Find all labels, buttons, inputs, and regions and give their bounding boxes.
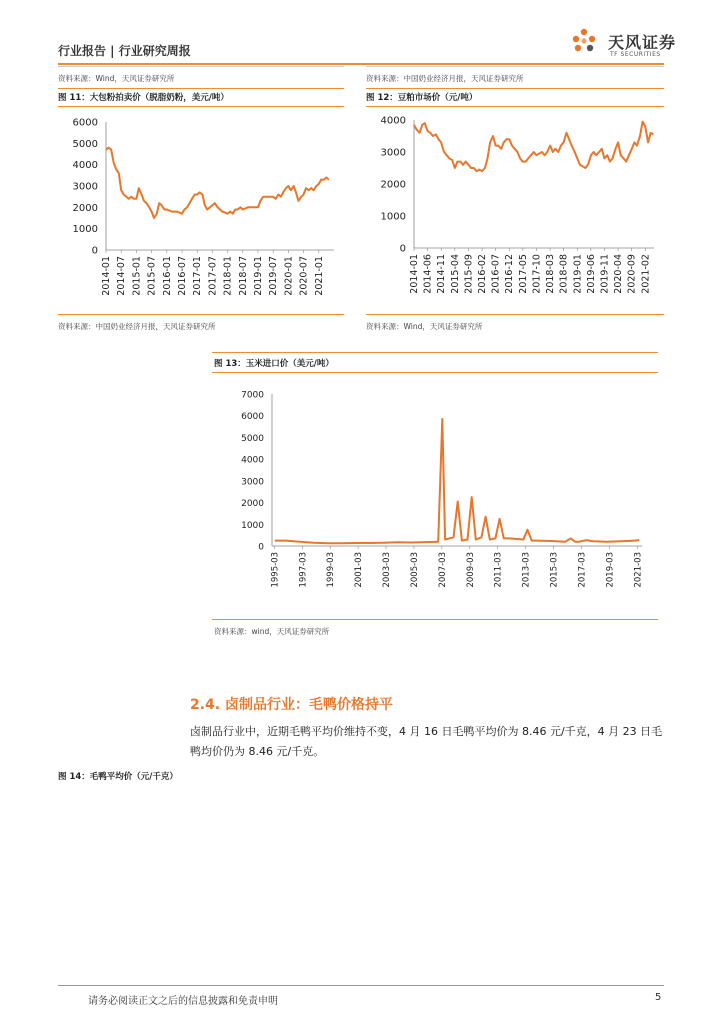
- chart-figure-13: [212, 382, 658, 602]
- divider: [366, 66, 664, 67]
- y-tick-label: 2000: [380, 179, 406, 191]
- x-tick-label: 2018-08: [558, 254, 570, 294]
- figure-top-rule: [366, 88, 664, 89]
- chart-figure-11: [58, 110, 344, 310]
- figure-title-rule: [58, 106, 344, 107]
- y-tick-label: 0: [258, 542, 264, 553]
- y-tick-label: 3000: [241, 477, 264, 488]
- figure-13-source: 资料来源：wind，天风证券研究所: [214, 627, 330, 636]
- y-tick-label: 7000: [241, 390, 264, 401]
- series-line: [414, 122, 653, 172]
- x-tick-label: 1997-03: [298, 552, 309, 588]
- footer-disclaimer: 请务必阅读正文之后的信息披露和免责申明: [88, 996, 278, 1007]
- x-tick-label: 2019-11: [599, 254, 611, 294]
- brand-name: 天风证券: [608, 33, 677, 52]
- x-tick-label: 2014-11: [436, 254, 448, 294]
- x-tick-label: 2020-04: [613, 254, 625, 294]
- y-tick-label: 6000: [72, 117, 98, 129]
- x-tick-label: 2014-01: [409, 254, 420, 294]
- y-tick-label: 1000: [72, 224, 98, 236]
- x-tick-label: 2014-06: [422, 254, 434, 294]
- y-tick-label: 1000: [380, 211, 406, 223]
- x-tick-label: 2019-06: [585, 253, 597, 294]
- figure-bottom-rule: [58, 314, 344, 315]
- x-tick-label: 2020-01: [283, 256, 295, 296]
- y-tick-label: 3000: [380, 147, 406, 159]
- x-tick-label: 2019-01: [572, 254, 584, 294]
- page-number: 5: [655, 992, 662, 1003]
- x-tick-label: 2017-03: [577, 552, 588, 588]
- figure-11-source: 资料来源：中国奶业经济月报，天风证券研究所: [58, 322, 216, 331]
- x-tick-label: 2015-03: [549, 552, 560, 588]
- x-tick-label: 2021-01: [313, 256, 325, 296]
- figure-12-title: 图 12：豆粕市场价（元/吨）: [366, 93, 478, 103]
- x-tick-label: 2016-07: [490, 254, 502, 294]
- x-tick-label: 2016-07: [177, 256, 188, 296]
- brand-name-en: TF SECURITIES: [610, 51, 661, 58]
- x-tick-label: 2019-01: [253, 256, 264, 296]
- y-tick-label: 0: [399, 243, 406, 255]
- x-tick-label: 2018-03: [545, 254, 557, 294]
- prev-figure-source-left: 资料来源：Wind，天风证券研究所: [58, 74, 175, 83]
- section-paragraph: 卤制品行业中，近期毛鸭平均价维持不变，4 月 16 日毛鸭平均价为 8.46 元/千克，4 月 23 日毛鸭均价仍为 8.46 元/千克。: [190, 725, 663, 758]
- x-tick-label: 2017-01: [192, 256, 204, 296]
- figure-11-title: 图 11：大包粉拍卖价（脱脂奶粉，美元/吨）: [58, 93, 229, 103]
- prev-figure-source-right: 资料来源：中国奶业经济月报，天风证券研究所: [366, 74, 524, 83]
- figure-title-rule: [212, 372, 658, 373]
- y-tick-label: 1000: [241, 520, 264, 531]
- x-tick-label: 2021-02: [640, 254, 652, 294]
- figure-12-source: 资料来源：Wind，天风证券研究所: [366, 322, 483, 331]
- x-tick-label: 2009-03: [465, 552, 476, 588]
- x-tick-label: 2020-07: [298, 256, 310, 296]
- x-tick-label: 2015-01: [131, 256, 143, 296]
- divider: [58, 66, 344, 67]
- x-tick-label: 2013-03: [521, 552, 532, 588]
- figure-top-rule: [212, 352, 658, 353]
- report-type-header: 行业报告 | 行业研究周报: [58, 44, 191, 58]
- series-line: [106, 148, 329, 218]
- x-tick-label: 2019-03: [605, 552, 616, 588]
- x-tick-label: 2021-03: [633, 552, 644, 588]
- x-tick-label: 2015-09: [463, 254, 475, 294]
- x-tick-label: 2015-04: [449, 254, 461, 294]
- figure-title-rule: [366, 106, 664, 107]
- x-tick-label: 2020-09: [626, 254, 638, 294]
- x-tick-label: 2018-01: [222, 256, 234, 296]
- x-tick-label: 2017-07: [207, 256, 219, 296]
- y-tick-label: 4000: [241, 455, 264, 466]
- y-tick-label: 5000: [72, 138, 98, 150]
- y-tick-label: 3000: [72, 181, 98, 193]
- x-tick-label: 2011-03: [493, 552, 504, 588]
- series-line: [275, 419, 639, 543]
- x-tick-label: 2018-07: [237, 256, 249, 296]
- x-tick-label: 1999-03: [326, 552, 337, 588]
- footer-divider: [58, 985, 664, 986]
- y-tick-label: 5000: [241, 433, 264, 444]
- y-tick-label: 6000: [241, 412, 264, 423]
- figure-13-title: 图 13：玉米进口价（美元/吨）: [214, 359, 334, 369]
- section-heading: 2.4. 卤制品行业：毛鸭价格持平: [190, 697, 393, 713]
- x-tick-label: 2007-03: [437, 552, 448, 588]
- figure-bottom-rule: [366, 314, 664, 315]
- figure-bottom-rule: [212, 619, 658, 620]
- x-tick-label: 2017-05: [517, 254, 529, 294]
- x-tick-label: 2003-03: [382, 552, 393, 588]
- y-tick-label: 2000: [241, 499, 264, 510]
- x-tick-label: 2016-12: [504, 254, 516, 294]
- x-tick-label: 1995-03: [270, 552, 281, 588]
- y-tick-label: 0: [91, 245, 98, 257]
- x-tick-label: 2016-02: [477, 254, 489, 294]
- x-tick-label: 2001-03: [354, 552, 365, 588]
- flower-logo-icon: [568, 24, 608, 64]
- chart-figure-12: [366, 110, 664, 310]
- y-tick-label: 2000: [72, 202, 98, 214]
- figure-top-rule: [58, 88, 344, 89]
- y-tick-label: 4000: [72, 160, 98, 172]
- figure-14-title: 图 14：毛鸭平均价（元/千克）: [58, 772, 178, 782]
- x-tick-label: 2017-10: [531, 254, 543, 294]
- x-tick-label: 2014-01: [101, 256, 112, 296]
- x-tick-label: 2014-07: [116, 256, 128, 296]
- y-tick-label: 4000: [380, 115, 406, 127]
- x-tick-label: 2016-01: [161, 256, 173, 296]
- x-tick-label: 2019-07: [268, 256, 280, 296]
- x-tick-label: 2005-03: [409, 552, 420, 588]
- x-tick-label: 2015-07: [146, 256, 158, 296]
